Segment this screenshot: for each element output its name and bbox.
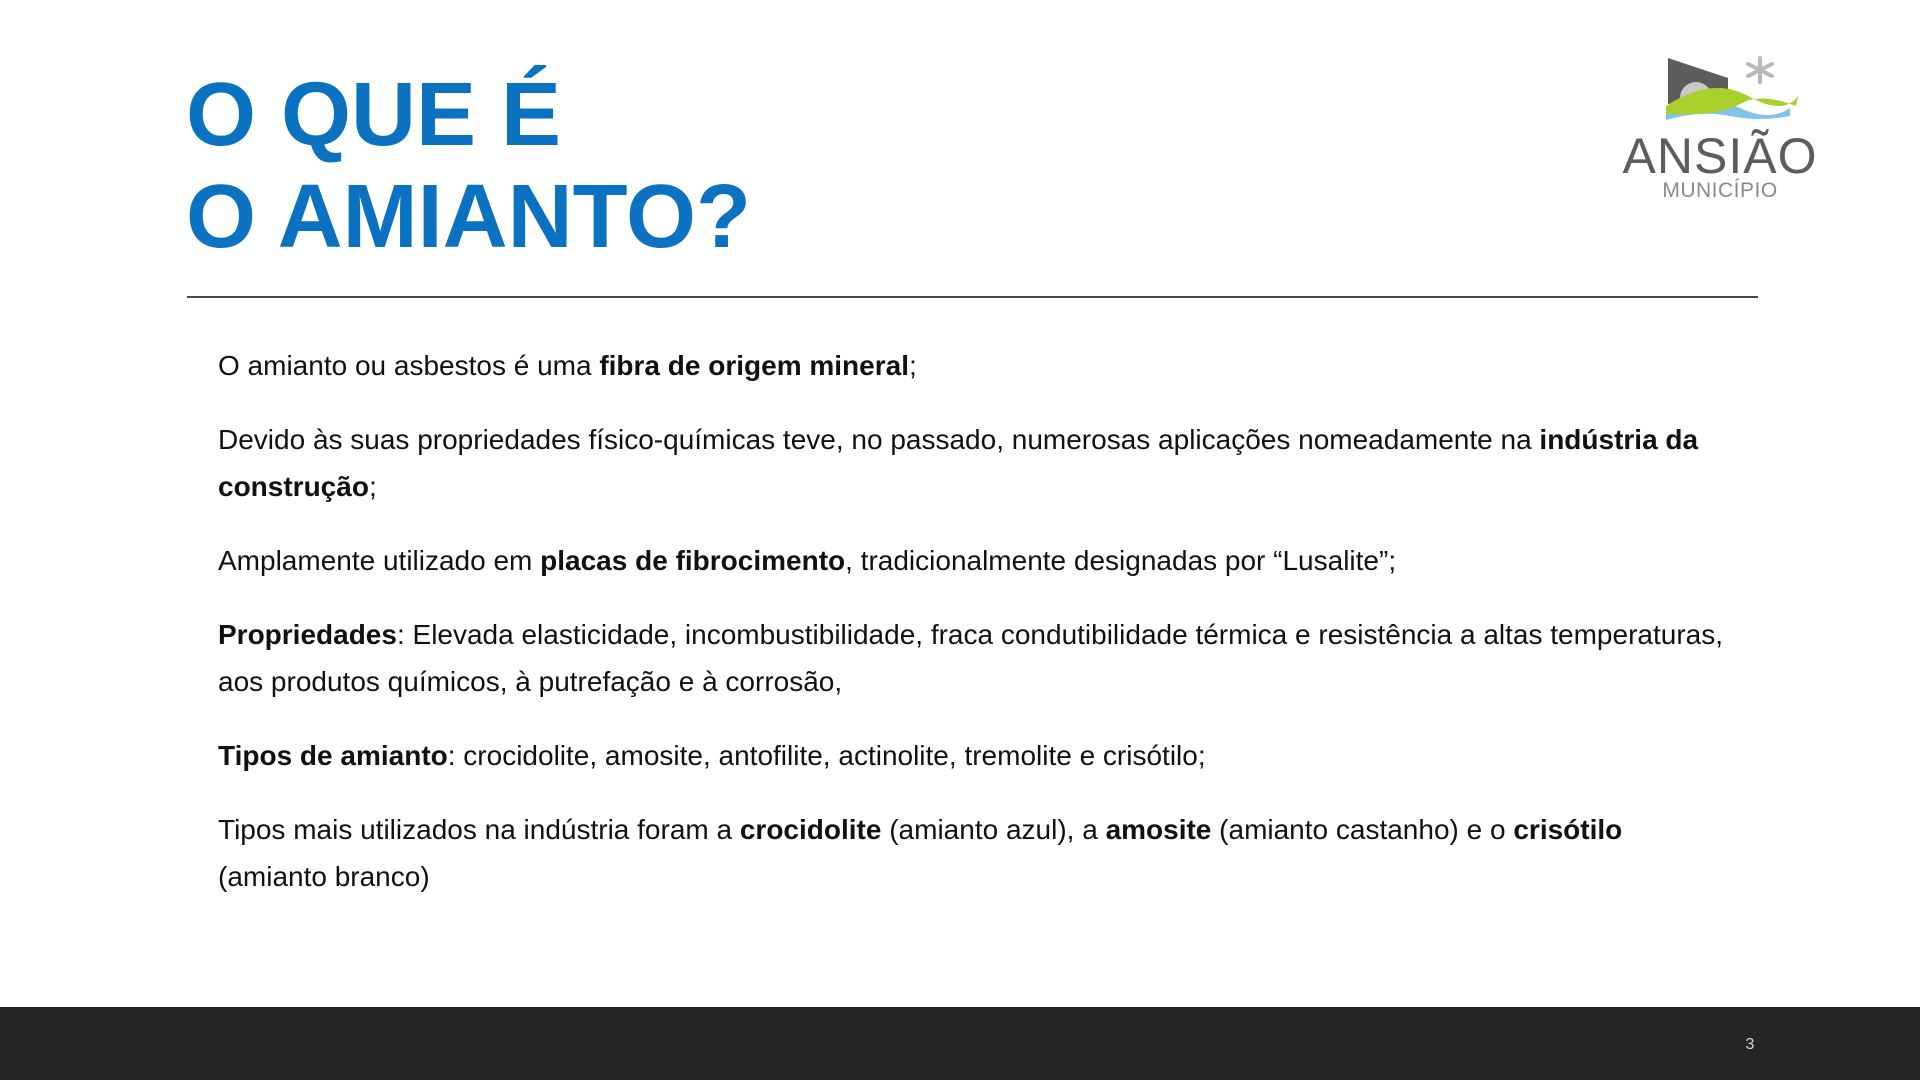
paragraph-text: (amianto azul), a	[881, 814, 1106, 845]
paragraph-text: ;	[908, 350, 917, 381]
body-paragraph	[218, 806, 1738, 900]
emphasis-text: placas de fibrocimento	[540, 545, 846, 576]
emphasis-text: crisótilo	[1513, 814, 1623, 845]
paragraph-text: , tradicionalmente designadas por “Lusalite”;	[845, 545, 1397, 576]
paragraph-text: Devido às suas propriedades físico-químicas teve, no passado, numerosas aplicações nomeadamente na	[218, 424, 1540, 455]
paragraph-text: Tipos mais utilizados na indústria foram a	[218, 814, 740, 845]
page-number: 3	[1745, 1036, 1755, 1053]
emphasis-text: amosite	[1105, 814, 1212, 845]
logo-subtitle: MUNICÍPIO	[1662, 179, 1778, 202]
slide-title-line-2: O AMIANTO?	[186, 167, 751, 267]
slide-body	[218, 342, 1738, 927]
paragraph-text: (amianto branco)	[218, 861, 430, 892]
body-paragraph	[218, 611, 1738, 705]
slide-title-line-1: O QUE É	[186, 65, 562, 165]
logo-emblem-icon	[1620, 52, 1820, 132]
logo-name: ANSIÃO	[1622, 128, 1818, 184]
emphasis-text: indústria da construção	[218, 424, 1699, 502]
body-paragraph	[218, 537, 1738, 584]
title-divider	[187, 296, 1758, 298]
slide-title	[186, 64, 751, 268]
emphasis-text: crocidolite	[739, 814, 882, 845]
paragraph-text: O amianto ou asbestos é uma	[218, 350, 600, 381]
body-paragraph	[218, 342, 1738, 389]
paragraph-text: Amplamente utilizado em	[218, 545, 541, 576]
ansiao-logo	[1620, 52, 1820, 212]
body-paragraph	[218, 416, 1738, 510]
paragraph-text: ;	[368, 471, 377, 502]
footer-bar	[0, 1007, 1920, 1080]
paragraph-text: (amianto castanho) e o	[1211, 814, 1514, 845]
paragraph-text: : Elevada elasticidade, incombustibilidade, fraca condutibilidade térmica e resistência a altas temperaturas, aos produtos químicos, à putrefação e à corrosão,	[218, 619, 1724, 697]
emphasis-text: fibra de origem mineral	[599, 350, 909, 381]
body-paragraph	[218, 732, 1738, 779]
emphasis-text: Propriedades	[218, 619, 397, 650]
paragraph-text: : crocidolite, amosite, antofilite, actinolite, tremolite e crisótilo;	[447, 740, 1206, 771]
emphasis-text: Tipos de amianto	[218, 740, 448, 771]
